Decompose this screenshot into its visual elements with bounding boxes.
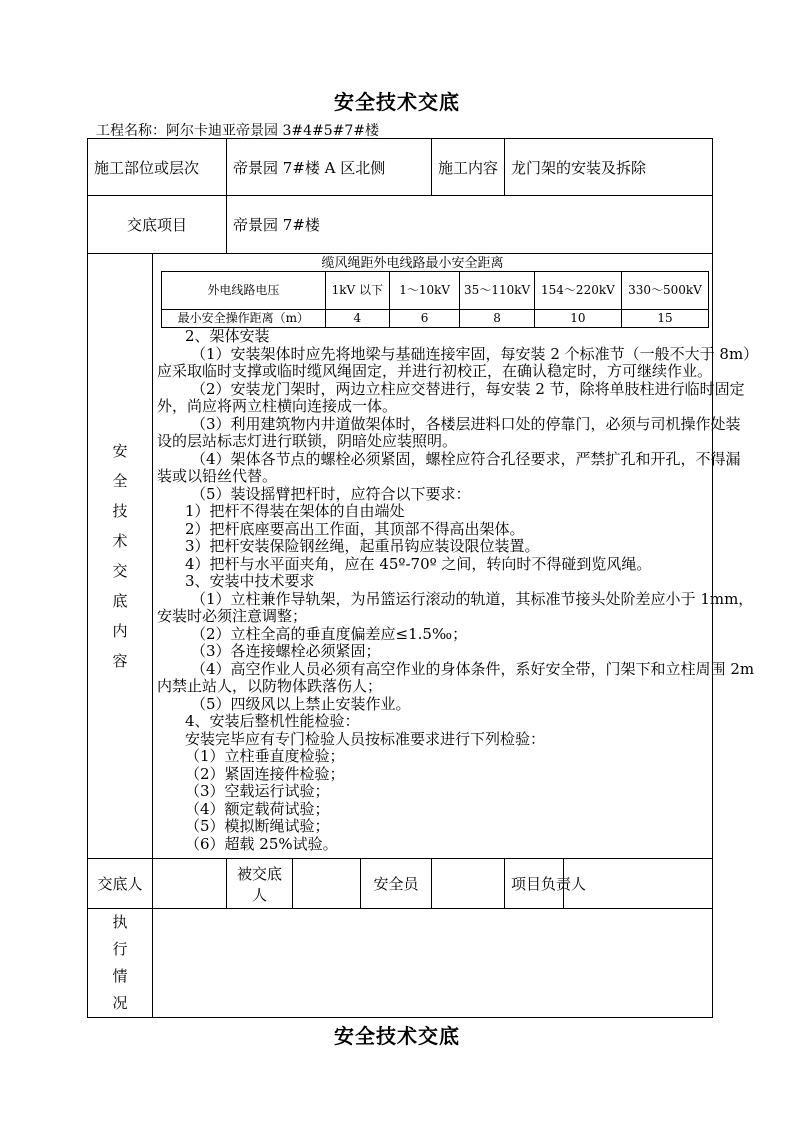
- project-leader-label: 项目负责人: [505, 859, 564, 909]
- body-line: 设的层站标志灯进行联锁，阴暗处应装照明。: [157, 432, 458, 450]
- side-char: 术: [112, 532, 128, 550]
- body-line: 2、架体安装: [185, 327, 270, 345]
- part-label: 施工部位或层次: [88, 139, 227, 196]
- exec-char: 况: [112, 994, 128, 1012]
- body-line: 内禁止站人，以防物体跌落伤人；: [157, 677, 383, 695]
- distance-table: [161, 271, 709, 328]
- side-char: 全: [112, 472, 128, 490]
- discloser-label: 交底人: [88, 859, 153, 909]
- body-line: 应采取临时支撑或临时缆风绳固定，并进行初校正，在确认稳定时，方可继续作业。: [157, 362, 713, 380]
- body-line: 装或以铅丝代替。: [157, 467, 278, 485]
- voltage-cell: 154～220kV: [534, 272, 621, 310]
- disclosure-body: [157, 327, 759, 853]
- voltage-cell: 1kV 以下: [325, 272, 389, 310]
- side-char: 交: [112, 562, 128, 580]
- exec-char: 行: [112, 940, 128, 958]
- voltage-cell: 330～500kV: [621, 272, 708, 310]
- body-line: 4、安装后整机性能检验：: [185, 712, 360, 730]
- side-char: 容: [112, 652, 128, 670]
- body-line: 3、安装中技术要求: [185, 572, 315, 590]
- disclosure-table: [87, 138, 759, 1018]
- footer-title: 安全技术交底: [334, 1024, 460, 1048]
- body-line: （5）装设摇臂把杆时，应符合以下要求：: [191, 484, 471, 503]
- distance-cell: 4: [325, 310, 389, 328]
- body-line: （1）立柱兼作导轨架，为吊篮运行滚动的轨道，其标准节接头处阶差应小于 1mm，: [191, 589, 754, 608]
- body-line: （3）利用建筑物内井道做架体时，各楼层进料口处的停靠门，必须与司机操作处装: [191, 414, 741, 433]
- body-line: （2）立柱全高的垂直度偏差应≤1.5‰；: [191, 624, 468, 643]
- project-name: 工程名称：阿尔卡迪亚帝景园 3#4#5#7#楼: [96, 123, 380, 139]
- distance-cell: 10: [534, 310, 621, 328]
- body-line: （1）安装架体时应先将地梁与基础连接牢固，每安装 2 个标准节（一般不大于 8m）: [191, 344, 759, 363]
- item-value: 帝景园 7#楼: [227, 196, 713, 254]
- body-line: 安装完毕应有专门检验人员按标准要求进行下列检验：: [185, 729, 546, 748]
- document-title: 安全技术交底: [334, 90, 460, 114]
- discloser-signature[interactable]: [153, 859, 227, 909]
- side-char: 技: [112, 502, 128, 520]
- body-line: （1）立柱垂直度检验；: [185, 747, 345, 765]
- body-line: （2）安装龙门架时，两边立柱应交替进行，每安装 2 节，除将单肢柱进行临时固定: [191, 379, 745, 398]
- distance-label: 最小安全操作距离（m）: [162, 310, 326, 328]
- safety-officer-label: 安全员: [361, 859, 432, 909]
- body-line: 1）把杆不得装在架体的自由端处: [185, 502, 405, 520]
- distance-cell: 15: [621, 310, 708, 328]
- receiver-signature[interactable]: [293, 859, 361, 909]
- side-char: 内: [112, 622, 128, 640]
- disclosure-content: [153, 254, 759, 859]
- distance-table-caption: 缆风绳距外电线路最小安全距离: [321, 256, 504, 271]
- body-line: （3）各连接螺栓必须紧固；: [191, 642, 381, 660]
- voltage-label: 外电线路电压: [162, 272, 326, 310]
- body-line: 3）把杆安装保险钢丝绳，起重吊钩应装设限位装置。: [185, 537, 540, 555]
- body-line: （5）四级风以上禁止安装作业。: [191, 694, 411, 713]
- item-label: 交底项目: [88, 196, 227, 254]
- content-value: 龙门架的安装及拆除: [505, 139, 713, 196]
- distance-cell: 6: [389, 310, 459, 328]
- execution-content[interactable]: [153, 909, 713, 1018]
- body-line: 2）把杆底座要高出工作面，其顶部不得高出架体。: [185, 519, 525, 538]
- content-label: 施工内容: [432, 139, 505, 196]
- body-line: （4）高空作业人员必须有高空作业的身体条件，系好安全带，门架下和立柱周围 2m: [191, 659, 755, 678]
- side-char: 底: [112, 592, 128, 610]
- receiver-label: 被交底人: [227, 859, 293, 909]
- distance-cell: 8: [460, 310, 535, 328]
- body-line: 4）把杆与水平面夹角，应在 45º-70º 之间，转向时不得碰到览风绳。: [185, 554, 652, 573]
- exec-char: 情: [112, 967, 128, 985]
- body-line: （5）模拟断绳试验；: [185, 817, 330, 835]
- body-line: （4）额定载荷试验；: [185, 799, 330, 818]
- body-line: （3）空载运行试验；: [185, 782, 330, 800]
- body-line: 外，尚应将两立柱横向连接成一体。: [157, 397, 398, 415]
- execution-side-label: [88, 909, 153, 1018]
- side-char: 安: [112, 442, 128, 460]
- body-line: （6）超载 25%试验。: [185, 834, 338, 853]
- exec-char: 执: [112, 913, 128, 931]
- body-line: 安装时必须注意调整；: [157, 607, 308, 625]
- part-value: 帝景园 7#楼 A 区北侧: [227, 139, 432, 196]
- body-line: （2）紧固连接件检验；: [185, 764, 345, 783]
- voltage-cell: 35～110kV: [460, 272, 535, 310]
- body-line: （4）架体各节点的螺栓必须紧固，螺栓应符合孔径要求，严禁扩孔和开孔，不得漏: [191, 449, 741, 468]
- voltage-cell: 1～10kV: [389, 272, 459, 310]
- safety-officer-signature[interactable]: [432, 859, 505, 909]
- content-side-label: [88, 254, 153, 859]
